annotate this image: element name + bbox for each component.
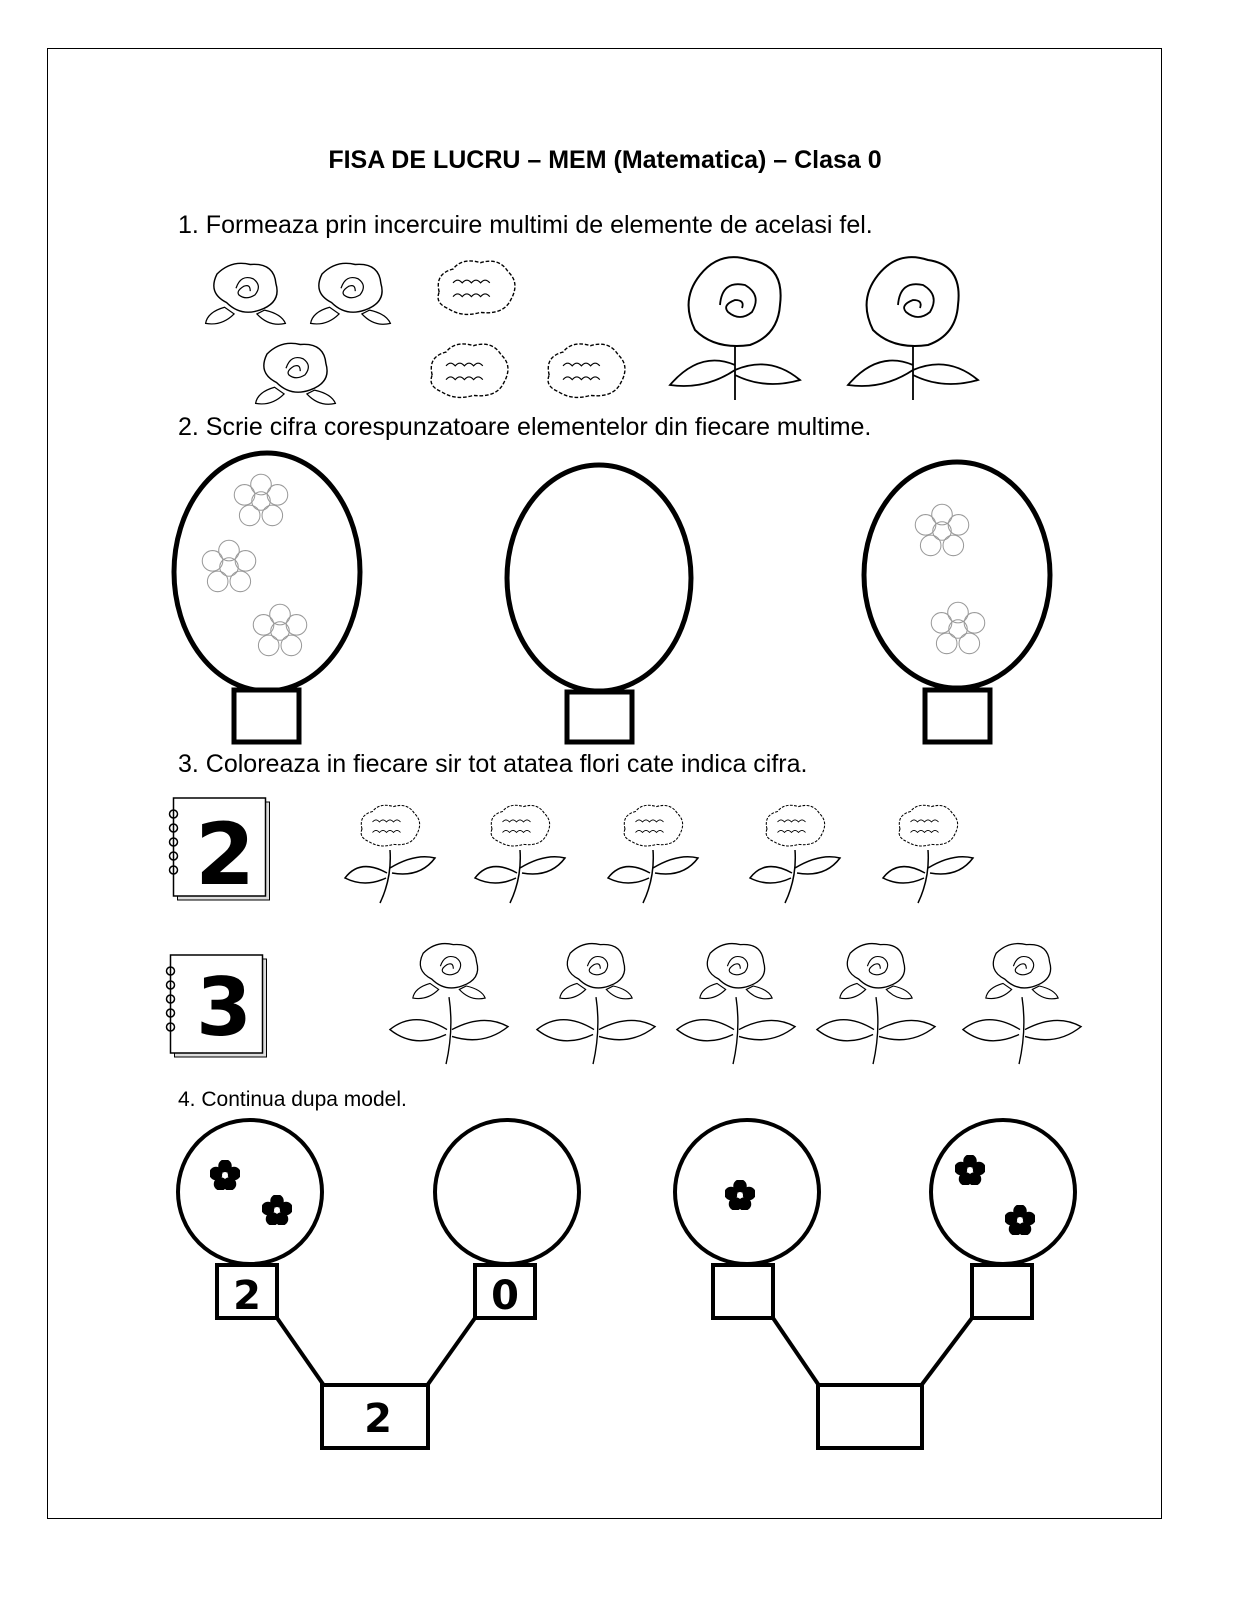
rose-icon[interactable] — [537, 944, 655, 1064]
rose-icon — [256, 343, 336, 404]
task-box-right[interactable] — [972, 1265, 1032, 1318]
flower-icon — [954, 1154, 986, 1186]
flower-icon — [209, 1159, 241, 1191]
row-2-digit: 3 — [196, 961, 252, 1054]
model-circle-left — [178, 1120, 322, 1264]
flower-icon — [261, 1194, 293, 1226]
flower-icon — [202, 540, 255, 591]
model-sum-value: 2 — [364, 1396, 392, 1442]
page-title: FISA DE LUCRU – MEM (Matematica) – Clasa 0 — [328, 146, 882, 174]
answer-box-1[interactable] — [234, 690, 299, 742]
model-circle-right — [435, 1120, 579, 1264]
carnation-icon[interactable] — [883, 805, 973, 903]
flower-icon — [253, 604, 306, 655]
large-rose-icon — [670, 257, 800, 400]
task-box-sum[interactable] — [818, 1385, 922, 1448]
carnation-icon — [431, 344, 508, 397]
row-1-digit: 2 — [195, 805, 255, 905]
carnation-icon — [548, 344, 625, 397]
carnation-icon[interactable] — [475, 805, 565, 903]
rose-icon[interactable] — [963, 944, 1081, 1064]
rose-icon — [311, 263, 391, 324]
model-left-value: 2 — [233, 1273, 261, 1319]
carnation-icon — [438, 261, 515, 314]
exercise-2-instruction: 2. Scrie cifra corespunzatoare elementelor din fiecare multime. — [178, 413, 872, 441]
flower-icon — [1004, 1204, 1036, 1236]
set-oval-3 — [864, 462, 1050, 688]
flower-icon — [915, 504, 968, 555]
flower-icon — [724, 1179, 756, 1211]
rose-icon[interactable] — [677, 944, 795, 1064]
rose-icon[interactable] — [817, 944, 935, 1064]
task-circle-right — [931, 1120, 1075, 1264]
rose-icon[interactable] — [390, 944, 508, 1064]
exercise-1-instruction: 1. Formeaza prin incercuire multimi de elemente de acelasi fel. — [178, 211, 873, 239]
rose-icon — [206, 263, 286, 324]
large-rose-icon — [848, 257, 978, 400]
exercise-4-instruction: 4. Continua dupa model. — [178, 1088, 407, 1111]
model-right-value: 0 — [491, 1273, 519, 1319]
exercise-1-items — [206, 257, 978, 404]
answer-box-3[interactable] — [925, 690, 990, 742]
exercise-3-instruction: 3. Coloreaza in fiecare sir tot atatea flori cate indica cifra. — [178, 750, 808, 778]
flower-icon — [234, 474, 287, 525]
flower-icon — [931, 602, 984, 653]
set-oval-2 — [507, 465, 691, 691]
carnation-icon[interactable] — [345, 805, 435, 903]
carnation-icon[interactable] — [608, 805, 698, 903]
task-box-left[interactable] — [713, 1265, 773, 1318]
answer-box-2[interactable] — [567, 692, 632, 742]
carnation-icon[interactable] — [750, 805, 840, 903]
